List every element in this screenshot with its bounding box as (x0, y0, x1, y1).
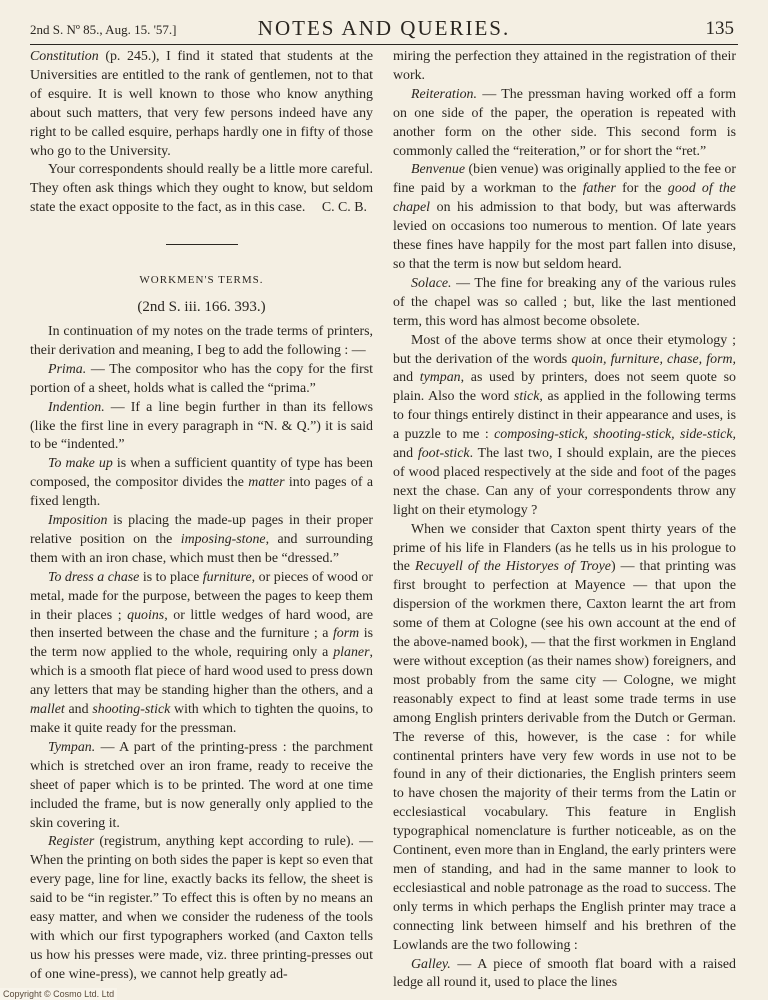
journal-title: NOTES AND QUERIES. (257, 16, 511, 40)
section-reference: (2nd S. iii. 166. 393.) (137, 299, 266, 316)
paragraph-continuation: miring the perfection they attained in the registration of their work. (393, 49, 736, 83)
entry-make-up: To make up is when a sufficient quantity of type has been composed, the compositor divides the matter into pages of a fixed length. (30, 456, 373, 510)
paragraph-correspondents: Your correspondents should really be a little more careful. They often ask things which they ought to know, but seldom state the exact opposite to the fact, as in this case. (30, 162, 373, 216)
entry-reiteration: Reiteration. — The pressman having worked off a form on one side of the paper, the operation is repeated with another form on the other side. This second form is commonly called the “reiteration,” or for short the “ret.” (393, 86, 736, 159)
signature: C. C. B. (321, 200, 367, 216)
left-column (30, 48, 373, 985)
entry-dress-a-chase: To dress a chase is to place furniture, or pieces of wood or metal, made for the purpose, between the pages to keep them in their places ; quoins, or little wedges of hard wood, are then inserted between the chase and the furniture ; a form is the term now applied to the whole, requiring only a planer, which is a smooth flat piece of hard wood used to press down any letters that may be standing higher than the others, and a mallet and shooting-stick with which to tighten the quoins, to make it quite ready for the pressman. (30, 569, 374, 737)
section-title: WORKMEN'S TERMS. (139, 274, 264, 287)
term-constitution: Constitution (30, 49, 99, 64)
entry-galley: Galley. — A piece of smooth flat board with a raised ledge all round it, used to place the lines (393, 956, 736, 991)
entry-indention: Indention. — If a line begin further in than its fellows (like the first line in every paragraph in “N. & Q.”) it is said to be “indented.” (30, 399, 373, 453)
copyright-notice: Copyright © Cosmo Ltd. Ltd (0, 988, 117, 1000)
paragraph-etymology: Most of the above terms show at once their etymology ; but the derivation of the words quoin, furniture, chase, form, and tympan, as used by printers, does not seem quote so plain. Also the word stick, as applied in the following terms to four things entirely distinct in their appearance and uses, is a puzzle to me : composing-stick, shooting-stick, side-stick, and foot-stick. The last two, I should explain, are the pieces of wood placed respectively at the side and foot of the pages next the chase. Can any of your correspondents throw any light on their etymology ? (393, 332, 736, 518)
page-number: 135 (705, 18, 734, 39)
paragraph-constitution: Constitution (p. 245.), I find it stated that students at the Universities are entitled to the rank of gentlemen, not to that of esquire. It is well known to those who know anything about such matters, that very few persons indeed have any right to be called esquire, perhaps hardly one in fifty of those who go to the University. (30, 49, 373, 159)
entry-imposition: Imposition is placing the made-up pages in their proper relative position on the imposing-stone, and surrounding them with an iron chase, which must then be “dressed.” (30, 513, 373, 566)
entry-solace: Solace. — The fine for breaking any of the various rules of the chapel was so called ; but, like the last mentioned term, this word has almost become obsolete. (393, 275, 736, 329)
section-divider (166, 244, 238, 245)
entry-register: Register (registrum, anything kept according to rule). — When the printing on both sides the paper is kept so even that every page, line for line, exactly backs its fellow, the sheet is said to be “in register.” To effect this is often by no means an easy matter, and when we consider the rudeness of the tools with which our first typographers worked (and Caxton tells us how his presses were made, viz. three printing-presses out of one wine-press), we cannot help greatly ad- (30, 834, 373, 982)
right-column (393, 48, 736, 993)
entry-prima: Prima. — The compositor who has the copy for the first portion of a sheet, holds what is called the “prima.” (30, 361, 373, 396)
paragraph-intro: In continuation of my notes on the trade terms of printers, their derivation and meaning, I beg to add the following : — (30, 323, 373, 358)
running-header (30, 14, 738, 45)
issue-reference: 2nd S. Nº 85., Aug. 15. '57.] (30, 22, 177, 37)
entry-tympan: Tympan. — A part of the printing-press : the parchment which is stretched over an iron frame, ready to receive the sheet of paper which is to be printed. The word at one time included the frame, but is now generally only applied to the skin covering it. (30, 739, 373, 831)
entry-benvenue: Benvenue (bien venue) was originally applied to the fee or fine paid by a workman to the father for the good of the chapel on his admission to that body, but was afterwards levied on occasions too numerous to mention. Of late years these fines have happily for the most part fallen into disuse, so that the term is now but seldom heard. (393, 162, 736, 272)
paragraph-caxton: When we consider that Caxton spent thirty years of the prime of his life in Flanders (as he tells us in his prologue to the Recuyell of the Historyes of Troye) — that printing was first brought to perfection at Mayence — that upon the dispersion of the workmen there, Caxton learnt the art from some of them at Cologne (see his own account at the end of the above-named book), — that the first workmen in England were without exception (as their names show) foreigners, and most probably from the same city — Cologne, we might reasonably expect to find at least some trade terms in use among English printers derivable from the Dutch or German. The reverse of this, however, is the case : for while continental printers have very few words in use not to be found in any of their dictionaries, the English printers seem to have chosen the majority of their terms from the Latin or ecclesiastical vocabulary. This feature in English typographical nomenclature is further noticeable, as on the Continent, even more than in England, the early printers were men of standing, and had in the same manner to look to ecclesiastical and noble patronage as the road to success. The only terms in which perhaps the English printer may trace a connecting link between himself and his brethren of the Lowlands are the two following : (393, 521, 736, 953)
